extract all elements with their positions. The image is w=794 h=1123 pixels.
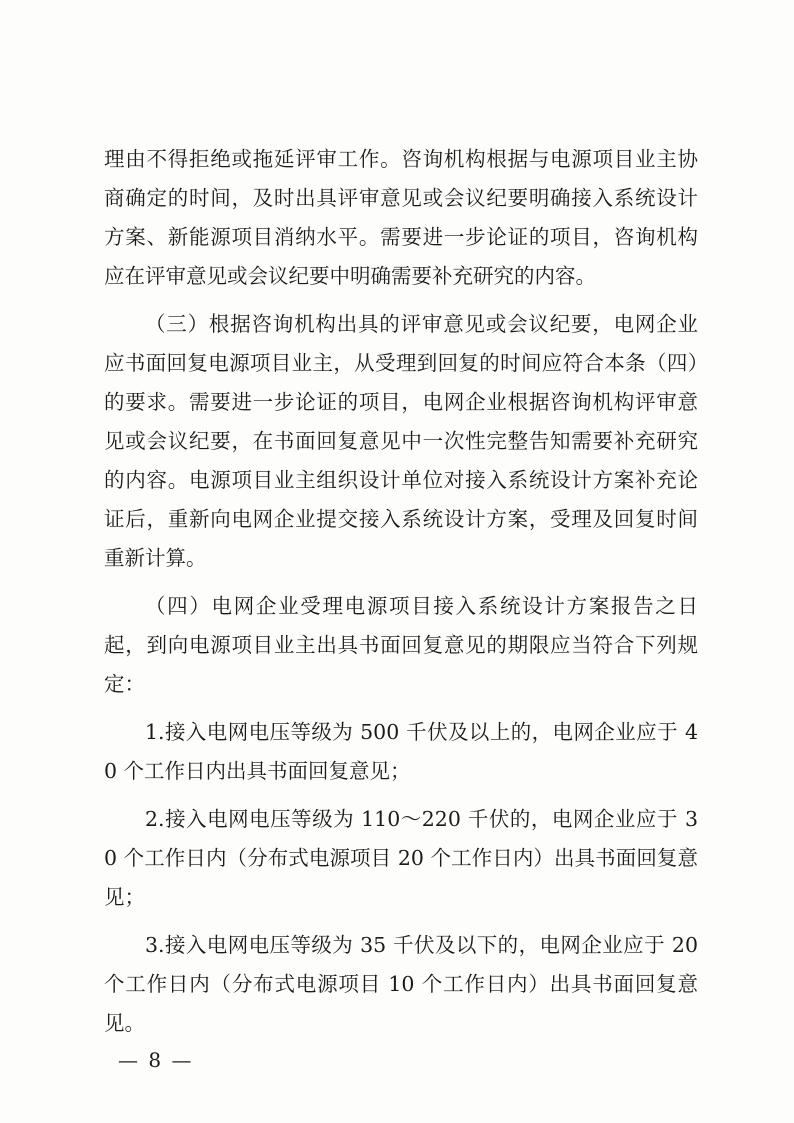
- list-item-500kv: 1.接入电网电压等级为 500 千伏及以上的，电网企业应于 40 个工作日内出具书面回复意见；: [104, 720, 698, 783]
- paragraph-review-deadline: 理由不得拒绝或拖延评审工作。咨询机构根据与电源项目业主协商确定的时间，及时出具评审意见或会议纪要明确接入系统设计方案、新能源项目消纳水平。需要进一步论证的项目，咨询机构应在评审意见或会议纪要中明确需要补充研究的内容。: [104, 147, 698, 288]
- paragraph-item-four: （四）电网企业受理电源项目接入系统设计方案报告之日起，到向电源项目业主出具书面回复意见的期限应当符合下列规定：: [104, 594, 698, 696]
- body-text: [104, 140, 698, 1043]
- list-item-35kv: 3.接入电网电压等级为 35 千伏及以下的，电网企业应于 20 个工作日内（分布式电源项目 10 个工作日内）出具书面回复意见。: [104, 933, 698, 1035]
- page-number: — 8 —: [118, 1048, 194, 1072]
- list-item-110-220kv: 2.接入电网电压等级为 110～220 千伏的，电网企业应于 30 个工作日内（分布式电源项目 20 个工作日内）出具书面回复意见；: [104, 807, 698, 909]
- paragraph-item-three: （三）根据咨询机构出具的评审意见或会议纪要，电网企业应书面回复电源项目业主，从受理到回复的时间应符合本条（四）的要求。需要进一步论证的项目，电网企业根据咨询机构评审意见或会议纪要，在书面回复意见中一次性完整告知需要补充研究的内容。电源项目业主组织设计单位对接入系统设计方案补充论证后，重新向电网企业提交接入系统设计方案，受理及回复时间重新计算。: [104, 312, 698, 570]
